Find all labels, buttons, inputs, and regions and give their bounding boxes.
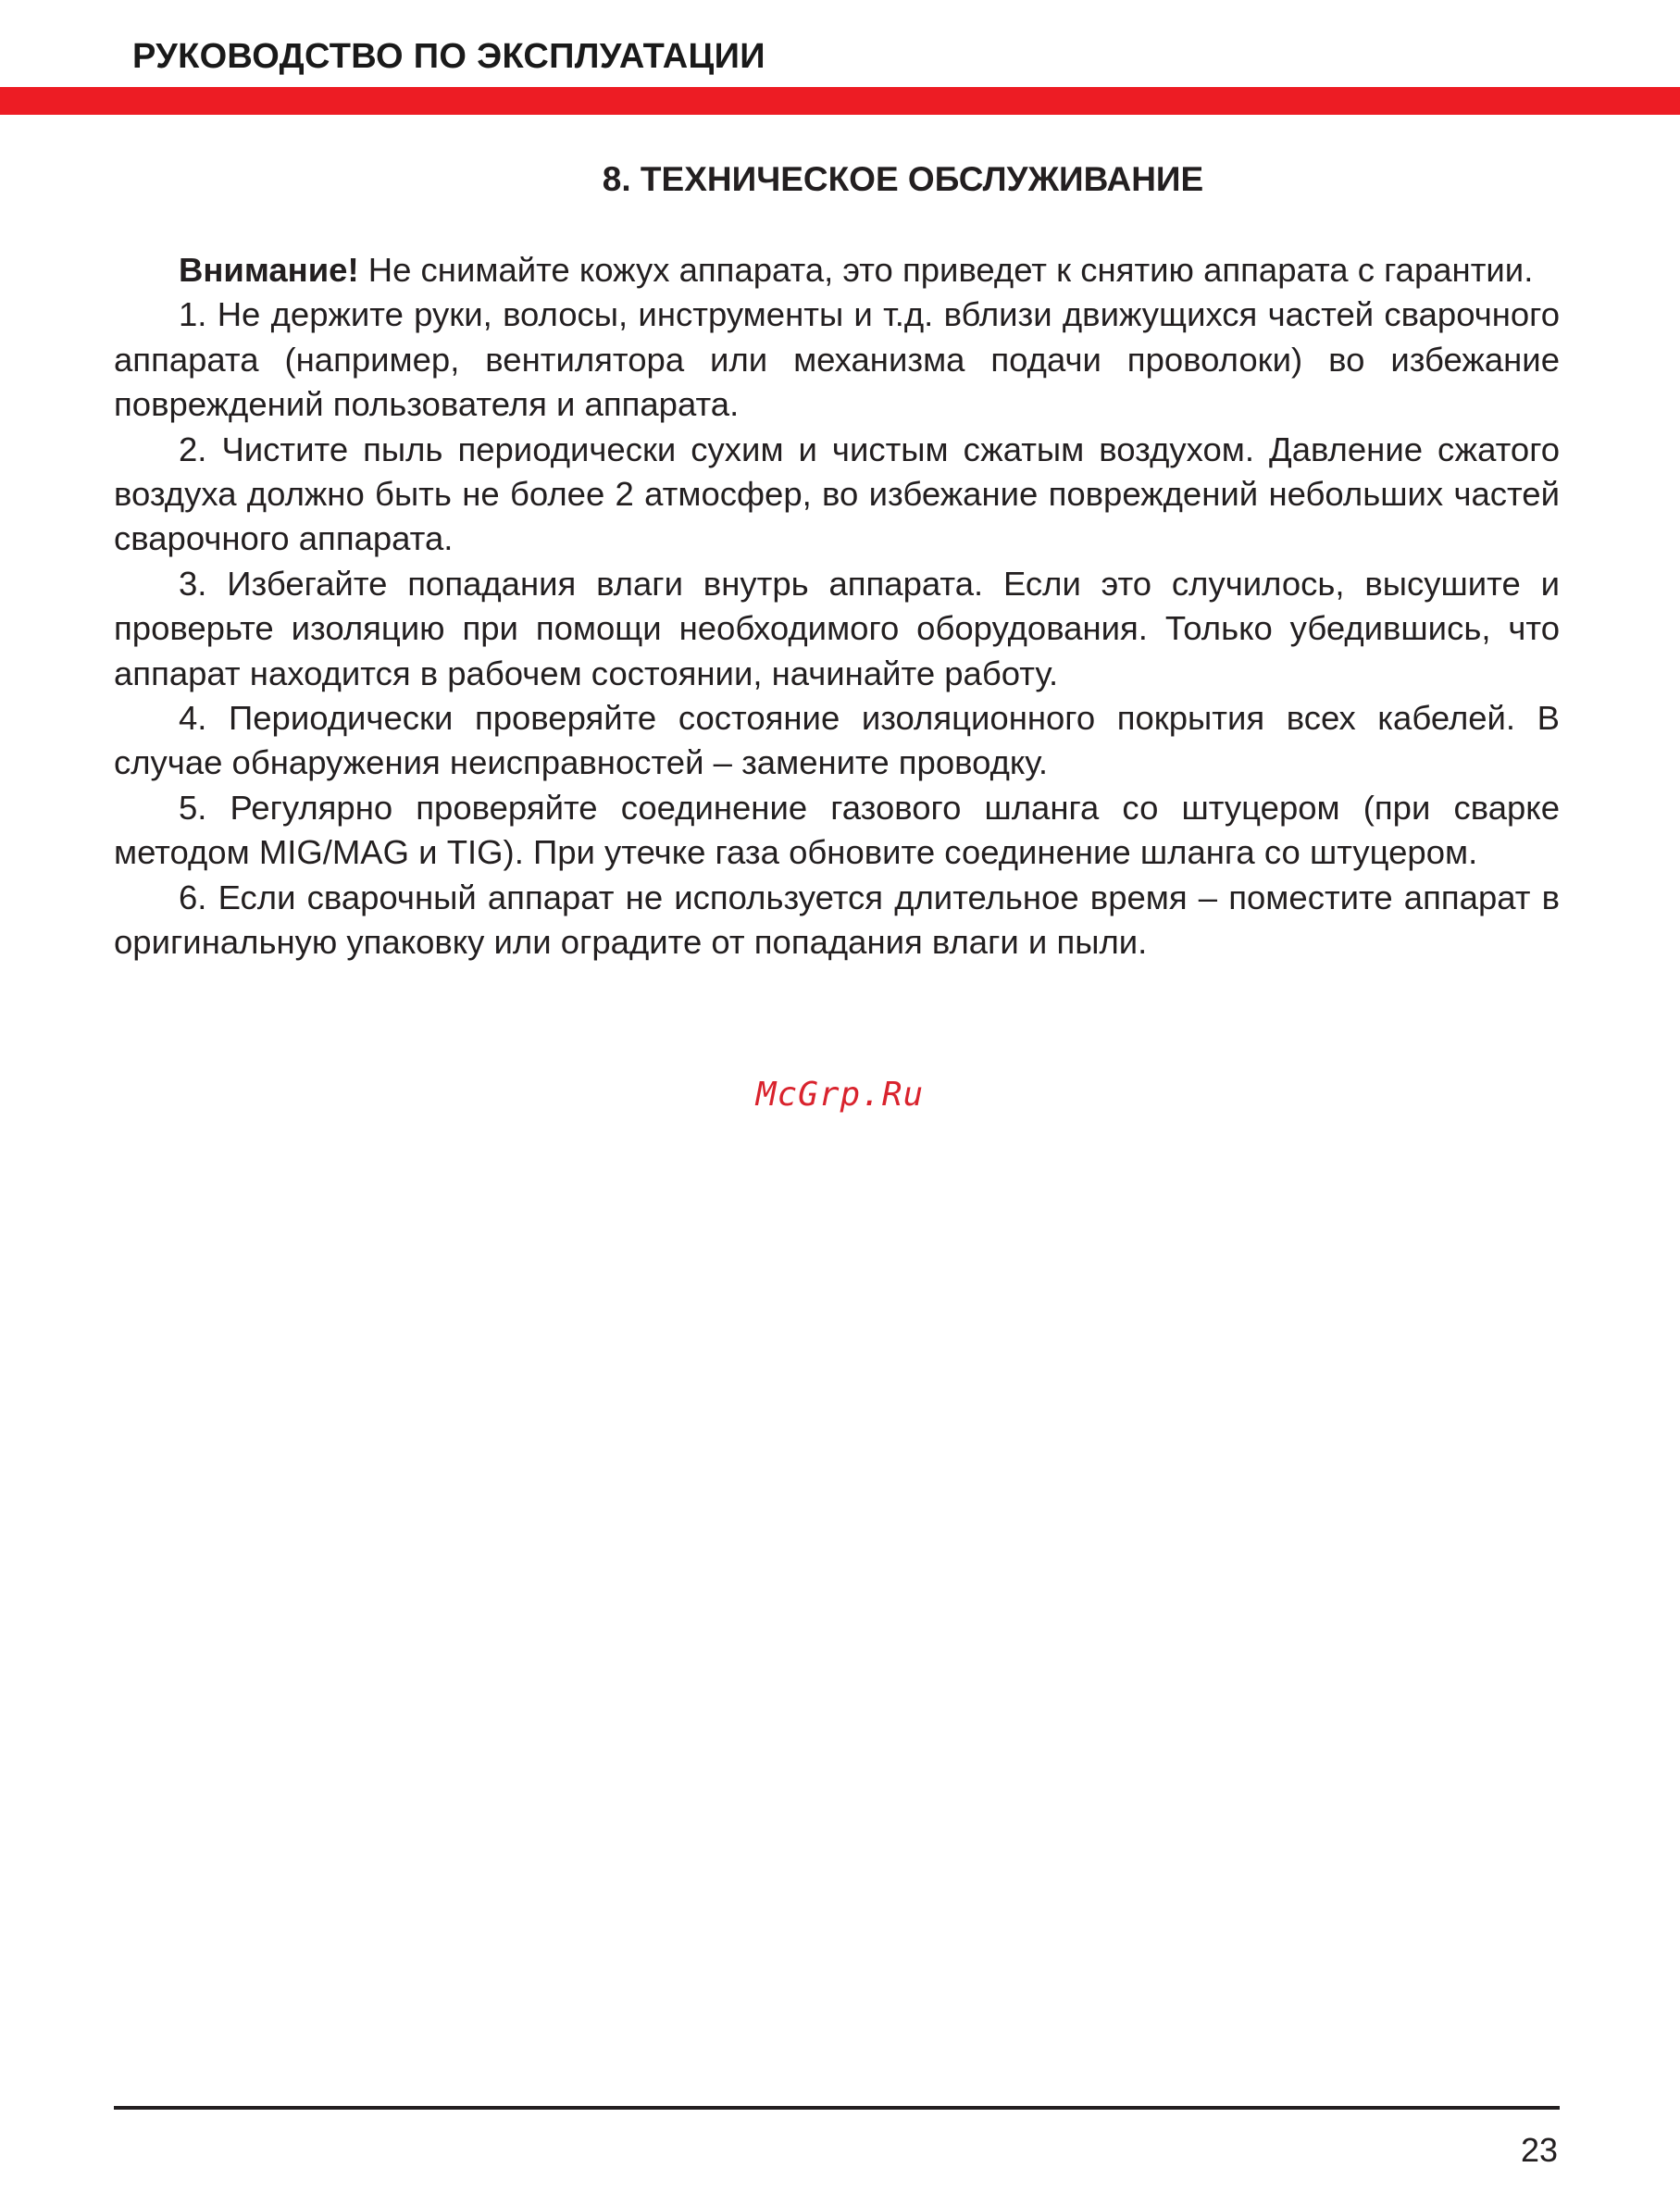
watermark: McGrp.Ru xyxy=(755,1076,925,1114)
list-item-4: 4. Периодически проверяйте состояние изоляционного покрытия всех кабелей. В случае обнаружения неисправностей – замените проводку. xyxy=(114,699,1560,782)
list-item-6: 6. Если сварочный аппарат не используется длительное время – поместите аппарат в оригинальную упаковку или оградите от попадания влаги и пыли. xyxy=(114,878,1560,962)
list-item-2: 2. Чистите пыль периодически сухим и чистым сжатым воздухом. Давление сжатого воздуха должно быть не более 2 атмосфер, во избежание повреждений небольших частей сварочного аппарата. xyxy=(114,430,1560,558)
list-item-1: 1. Не держите руки, волосы, инструменты и т.д. вблизи движущихся частей сварочного аппарата (например, вентилятора или механизма подачи проволоки) во избежание повреждений пользователя и аппарата. xyxy=(114,295,1560,424)
section-title: 8. ТЕХНИЧЕСКОЕ ОБСЛУЖИВАНИЕ xyxy=(602,160,1204,198)
list-item-5: 5. Регулярно проверяйте соединение газового шланга со штуцером (при сварке методом MIG/MAG и TIG). При утечке газа обновите соединение шланга со штуцером. xyxy=(114,788,1560,872)
header-title: РУКОВОДСТВО ПО ЭКСПЛУАТАЦИИ xyxy=(132,37,765,76)
page-number: 23 xyxy=(1520,2131,1558,2169)
warning-text: Не снимайте кожух аппарата, это приведет к снятию аппарата с гарантии. xyxy=(358,251,1534,289)
header-accent-bar xyxy=(0,87,1680,115)
warning-label: Внимание! xyxy=(179,251,359,289)
warning-paragraph xyxy=(114,248,1560,293)
footer-divider xyxy=(114,2106,1560,2110)
body-text xyxy=(114,248,1560,965)
list-item-3: 3. Избегайте попадания влаги внутрь аппарата. Если это случилось, высушите и проверьте изоляцию при помощи необходимого оборудования. Только убедившись, что аппарат находится в рабочем состоянии, начинайте работу. xyxy=(114,564,1560,692)
